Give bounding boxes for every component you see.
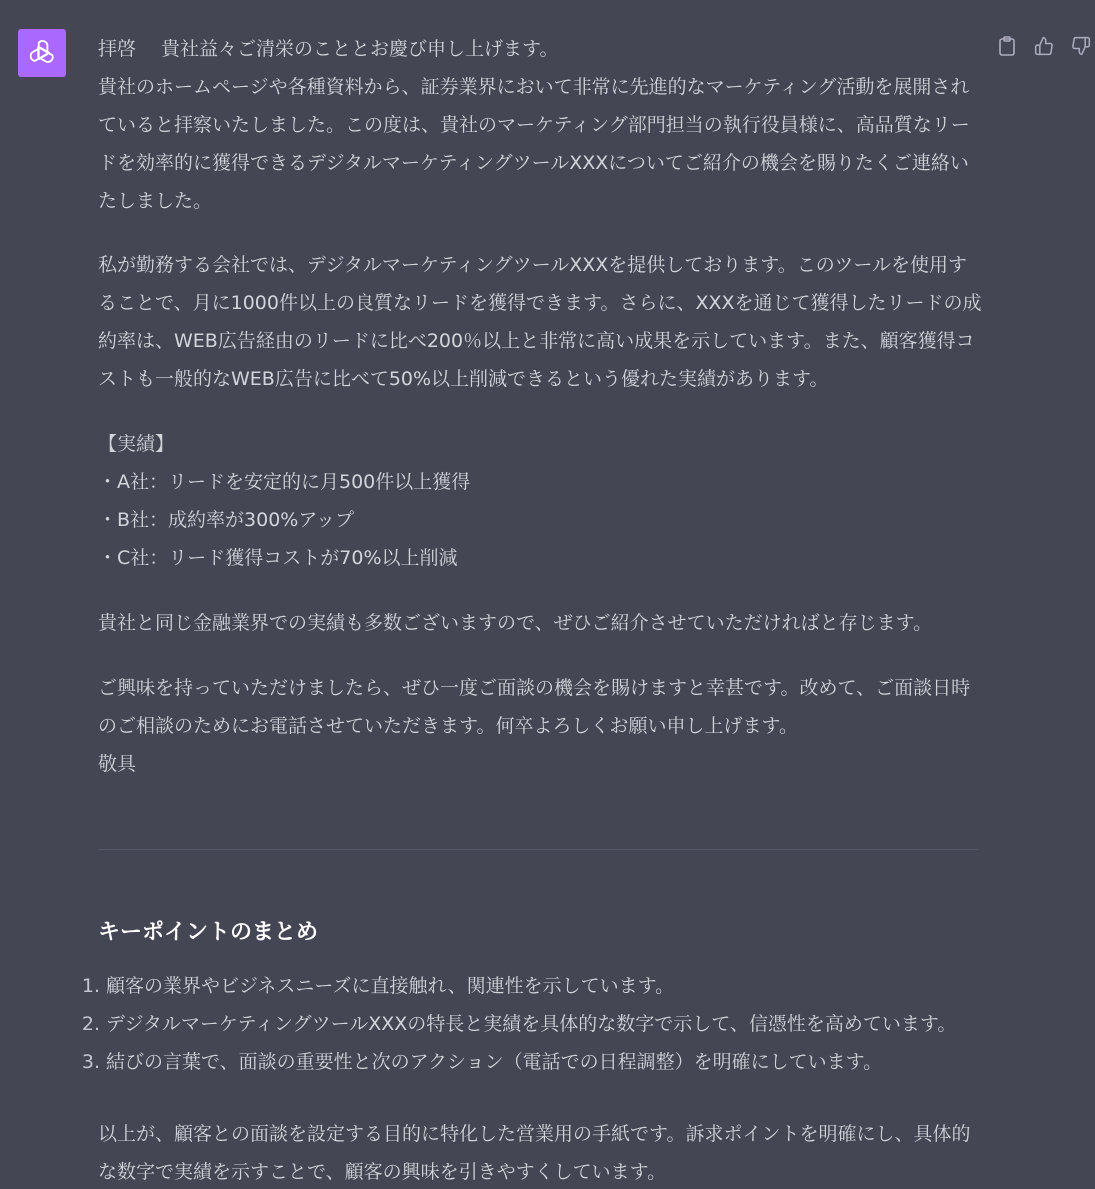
dislike-button[interactable]: [1068, 34, 1094, 58]
list-number: 1.: [81, 975, 100, 997]
like-button[interactable]: [1031, 34, 1057, 58]
copy-button[interactable]: [994, 34, 1020, 58]
summary-item: [81, 1005, 983, 1043]
openai-logo-icon: [27, 38, 57, 68]
achievements-title: 【実績】: [98, 433, 175, 455]
message-actions: [994, 34, 1094, 58]
achievement-item: ・A社：リードを安定的に月500件以上獲得: [98, 471, 471, 493]
assistant-avatar: [18, 29, 66, 77]
letter-intro: 貴社のホームページや各種資料から、証券業界において非常に先進的なマーケティング活動を展開されていると拝察いたしました。この度は、貴社のマーケティング部門担当の執行役員様に、高品質なリードを効率的に獲得できるデジタルマーケティングツールXXXについてご紹介の機会を賜りたくご連絡いたしました。: [98, 76, 970, 212]
clipboard-icon: [998, 36, 1016, 56]
list-number: 2.: [81, 1013, 100, 1035]
achievement-item: ・B社：成約率が300%アップ: [98, 509, 355, 531]
summary-heading: キーポイントのまとめ: [98, 920, 319, 945]
thumbs-up-icon: [1034, 36, 1054, 56]
list-number: 3.: [81, 1051, 100, 1073]
letter-request: ご興味を持っていただけましたら、ぜひ一度ご面談の機会を賜けますと幸甚です。改めて、ご面談日時のご相談のためにお電話させていただきます。何卒よろしくお願い申し上げます。: [98, 677, 971, 737]
summary-item: [81, 1043, 983, 1081]
section-divider: [98, 849, 978, 850]
letter-greeting: 拝啓 貴社益々ご清栄のこととお慶び申し上げます。: [98, 38, 559, 60]
letter-signoff: 敬具: [98, 753, 137, 775]
summary-closing: 以上が、顧客との面談を設定する目的に特化した営業用の手紙です。訴求ポイントを明確にし、具体的な数字で実績を示すことで、顧客の興味を引きやすくしています。: [98, 1123, 971, 1183]
assistant-message: [81, 30, 983, 1189]
summary-item-text: デジタルマーケティングツールXXXの特長と実績を具体的な数字で示して、信憑性を高めています。: [106, 1013, 957, 1035]
summary-item: [81, 967, 983, 1005]
summary-item-text: 結びの言葉で、面談の重要性と次のアクション（電話での日程調整）を明確にしています。: [106, 1051, 883, 1073]
letter-body: 私が勤務する会社では、デジタルマーケティングツールXXXを提供しております。このツールを使用することで、月に1000件以上の良質なリードを獲得できます。さらに、XXXを通じて獲得したリードの成約率は、WEB広告経由のリードに比べ200％以上と非常に高い成果を示しています。また、顧客獲得コストも一般的なWEB広告に比べて50%以上削減できるという優れた実績があります。: [98, 254, 982, 390]
summary-item-text: 顧客の業界やビジネスニーズに直接触れ、関連性を示しています。: [106, 975, 675, 997]
thumbs-down-icon: [1071, 36, 1091, 56]
letter-industry: 貴社と同じ金融業界での実績も多数ございますので、ぜひご紹介させていただければと存じます。: [98, 612, 933, 634]
achievement-item: ・C社：リード獲得コストが70%以上削減: [98, 547, 458, 569]
summary-list: [81, 967, 983, 1081]
